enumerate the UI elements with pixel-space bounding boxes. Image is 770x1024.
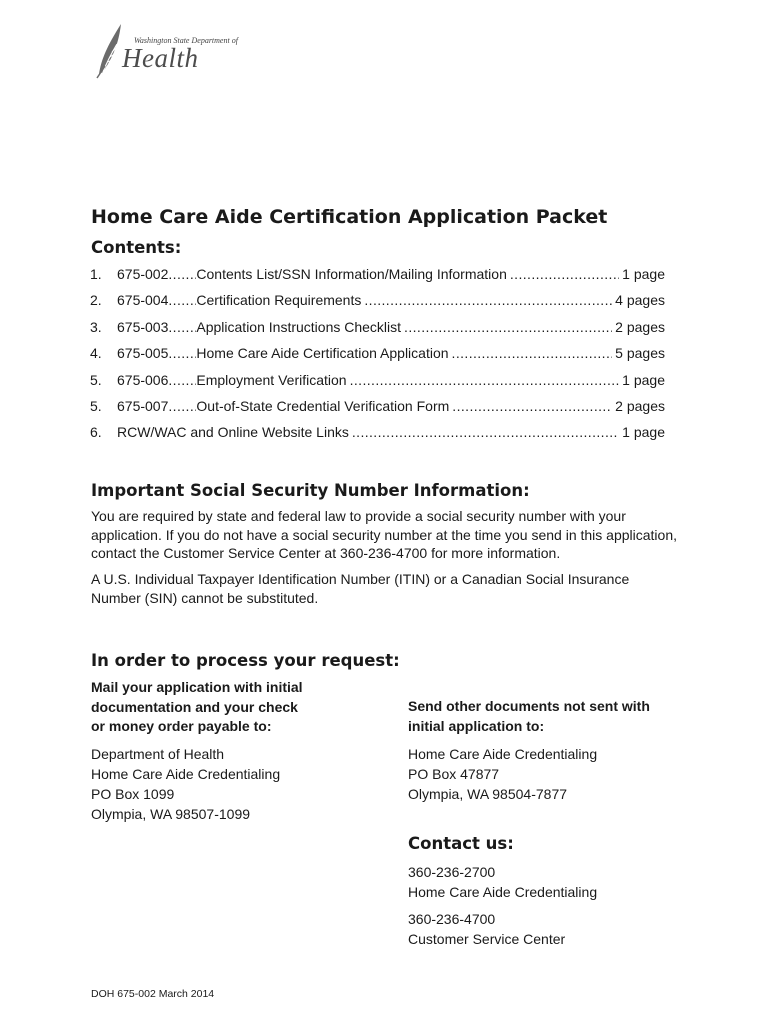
contact-entry xyxy=(408,862,708,902)
logo-organization-text: Health xyxy=(122,43,199,73)
dot-leader xyxy=(350,372,620,388)
dot-leader xyxy=(352,424,619,440)
item-title: Home Care Aide Certification Application xyxy=(196,345,449,362)
item-number: 5. xyxy=(90,397,102,414)
page-count: 5 pages xyxy=(615,345,665,362)
page-title: Home Care Aide Certification Application Packet xyxy=(91,206,608,228)
form-code: 675-005 xyxy=(117,345,169,362)
page-count: 1 page xyxy=(622,424,665,441)
list-item xyxy=(90,398,665,424)
address-line: Olympia, WA 98504-7877 xyxy=(408,786,568,802)
item-number: 1. xyxy=(90,266,102,282)
list-item xyxy=(90,266,665,292)
dot-leader xyxy=(364,292,612,308)
dot-leader xyxy=(168,266,196,282)
doh-logo xyxy=(93,20,238,80)
item-number: 6. xyxy=(90,424,102,441)
item-title: RCW/WAC and Online Website Links xyxy=(117,424,349,441)
page-count: 2 pages xyxy=(615,397,665,414)
dot-leader xyxy=(168,345,196,361)
address-line: Olympia, WA 98507-1099 xyxy=(91,806,251,822)
page-count: 1 page xyxy=(622,266,665,282)
dot-leader xyxy=(168,398,196,414)
list-item xyxy=(90,292,665,318)
dot-leader xyxy=(404,319,612,335)
dot-leader xyxy=(452,345,613,361)
form-code: 675-006 xyxy=(117,371,169,388)
form-code: 675-007 xyxy=(117,397,169,414)
form-code: 675-002 xyxy=(117,266,169,282)
request-heading: In order to process your request: xyxy=(91,651,400,670)
item-number: 2. xyxy=(90,292,102,309)
contact-name: Home Care Aide Credentialing xyxy=(408,884,598,900)
list-item xyxy=(90,345,665,371)
list-item xyxy=(90,372,665,398)
other-instructions-line: initial application to: xyxy=(408,717,545,734)
contents-heading: Contents: xyxy=(91,238,182,257)
ssn-paragraph-requirement: You are required by state and federal law to provide a social security number with your application. If you do not have a social security number at the time you send in this application, contact the Customer Service Center at 360-236-4700 for more information. xyxy=(91,508,678,561)
other-instructions-line: Send other documents not sent with xyxy=(408,698,650,714)
dot-leader xyxy=(168,319,196,335)
page-count: 1 page xyxy=(622,371,665,388)
contact-heading: Contact us: xyxy=(408,834,514,853)
form-code: 675-003 xyxy=(117,318,169,335)
logo-department-text: Washington State Department of xyxy=(134,36,238,45)
address-line: PO Box 1099 xyxy=(91,786,175,802)
list-item xyxy=(90,424,665,450)
contact-phone: 360-236-4700 xyxy=(408,911,496,927)
contact-name: Customer Service Center xyxy=(408,931,566,947)
mail-address xyxy=(91,744,371,824)
address-line: Department of Health xyxy=(91,746,225,762)
contents-list xyxy=(90,266,665,451)
item-number: 3. xyxy=(90,318,102,335)
other-documents-instructions xyxy=(408,697,708,736)
dot-leader xyxy=(452,398,612,414)
mail-instructions-line: or money order payable to: xyxy=(91,718,272,734)
form-footer: DOH 675-002 March 2014 xyxy=(91,988,215,1000)
page-count: 2 pages xyxy=(615,318,665,335)
address-line: Home Care Aide Credentialing xyxy=(408,746,598,762)
list-item xyxy=(90,319,665,345)
contact-phone: 360-236-2700 xyxy=(408,864,496,880)
item-title: Application Instructions Checklist xyxy=(196,318,402,335)
other-documents-address xyxy=(408,744,708,804)
item-title: Employment Verification xyxy=(196,371,347,388)
dot-leader xyxy=(168,292,196,308)
item-number: 5. xyxy=(90,371,102,388)
address-line: Home Care Aide Credentialing xyxy=(91,766,281,782)
ssn-heading: Important Social Security Number Information: xyxy=(91,481,530,500)
mail-instructions xyxy=(91,678,371,737)
item-title: Certification Requirements xyxy=(196,292,362,309)
item-title: Contents List/SSN Information/Mailing Information xyxy=(196,266,507,282)
dot-leader xyxy=(510,266,619,282)
mail-instructions-line: documentation and your check xyxy=(91,698,298,715)
address-line: PO Box 47877 xyxy=(408,766,500,782)
form-code: 675-004 xyxy=(117,292,169,309)
item-title: Out-of-State Credential Verification Form xyxy=(196,397,450,414)
item-number: 4. xyxy=(90,345,102,362)
ssn-paragraph-substitution: A U.S. Individual Taxpayer Identification Number (ITIN) or a Canadian Social Insurance Number (SIN) cannot be substituted. xyxy=(91,571,630,606)
page-count: 4 pages xyxy=(615,292,665,309)
contact-entry xyxy=(408,909,708,949)
mail-instructions-line: Mail your application with initial xyxy=(91,679,303,695)
dot-leader xyxy=(168,372,196,388)
